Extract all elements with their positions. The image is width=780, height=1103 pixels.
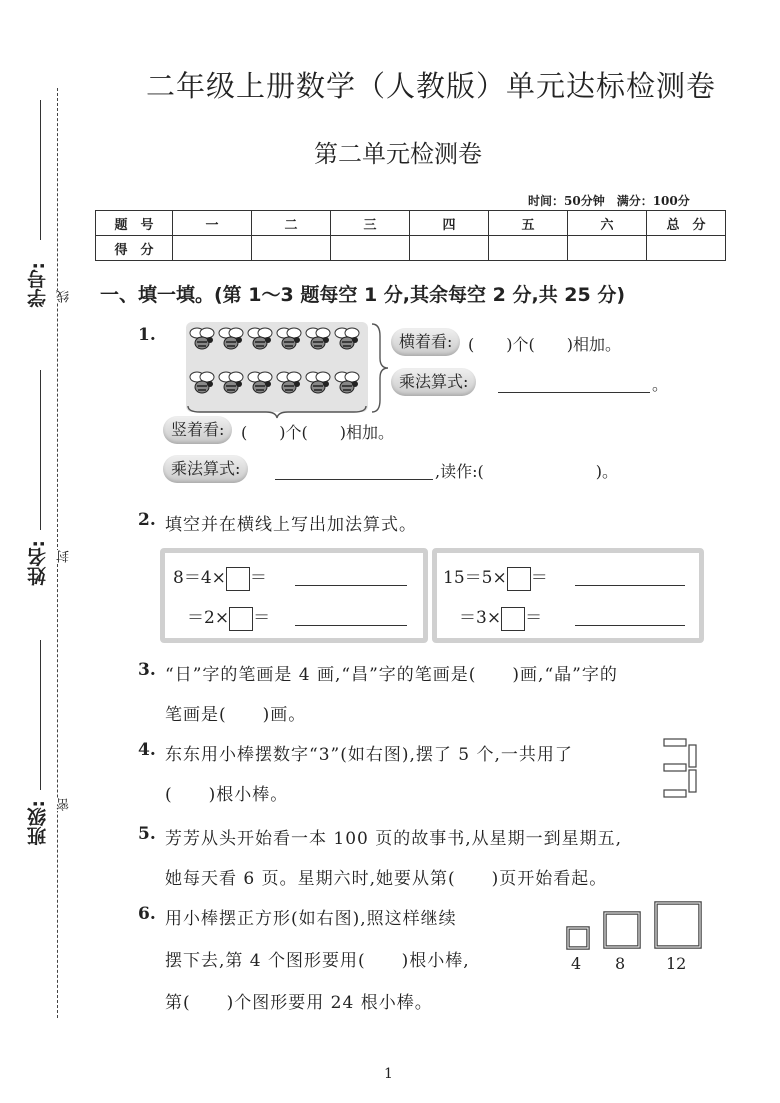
q2-right-r1-box[interactable] bbox=[507, 567, 531, 591]
q1-mult2-answer-line[interactable] bbox=[275, 479, 433, 480]
fig-label-3: 12 bbox=[666, 954, 687, 973]
bee-icon bbox=[248, 328, 272, 349]
score-table-cell: 五 bbox=[489, 211, 568, 236]
bee-icon bbox=[335, 372, 359, 393]
square-figures-icon bbox=[562, 900, 707, 952]
q2-right-r1-a: 15＝5× bbox=[443, 568, 507, 588]
q4-number: 4. bbox=[138, 740, 156, 760]
score-cell-3[interactable] bbox=[331, 236, 410, 261]
page-subtitle: 第二单元检测卷 bbox=[314, 140, 482, 168]
score-table-row-label: 得 分 bbox=[96, 236, 173, 261]
q2-left-r2-a: ＝2× bbox=[187, 608, 230, 628]
bee-icon bbox=[335, 328, 359, 349]
bee-icon bbox=[219, 328, 243, 349]
margin-secret-char: 密 bbox=[57, 798, 72, 811]
q2-right-row2 bbox=[459, 603, 542, 631]
q2-left-box bbox=[160, 548, 428, 643]
q1-vertical-text: ( )个( )相加。 bbox=[241, 423, 394, 442]
q2-number: 2. bbox=[138, 510, 156, 530]
q1-read-text: ,读作:( )。 bbox=[435, 462, 618, 481]
q2-text: 填空并在横线上写出加法算式。 bbox=[165, 515, 417, 535]
score-table-cell: 一 bbox=[173, 211, 252, 236]
score-cell-5[interactable] bbox=[489, 236, 568, 261]
q2-left-r2-box[interactable] bbox=[229, 607, 253, 631]
brace-icon bbox=[368, 322, 392, 414]
q2-right-r2-a: ＝3× bbox=[459, 608, 502, 628]
q2-right-r1-b: ＝ bbox=[530, 568, 548, 588]
score-table-cell: 总 分 bbox=[647, 211, 726, 236]
q1-number: 1. bbox=[138, 325, 156, 345]
student-no-line bbox=[40, 100, 41, 240]
q1-mult-pill: 乘法算式: bbox=[391, 368, 476, 396]
time-score-info: 时间：50分钟 满分：100分 bbox=[528, 194, 690, 208]
score-table bbox=[95, 210, 726, 261]
bee-icon bbox=[277, 328, 301, 349]
q2-right-row1 bbox=[443, 563, 548, 591]
score-table-cell: 二 bbox=[252, 211, 331, 236]
q2-right-r1-line[interactable] bbox=[575, 585, 685, 586]
class-label: 班级: bbox=[27, 800, 49, 846]
q2-right-r2-box[interactable] bbox=[501, 607, 525, 631]
q2-left-r2-line[interactable] bbox=[295, 625, 407, 626]
bees-picture bbox=[186, 322, 368, 412]
q2-right-r2-b: ＝ bbox=[525, 608, 543, 628]
bee-icon bbox=[306, 372, 330, 393]
bee-icon bbox=[248, 372, 272, 393]
q2-left-r1-box[interactable] bbox=[226, 567, 250, 591]
score-cell-1[interactable] bbox=[173, 236, 252, 261]
score-cell-6[interactable] bbox=[568, 236, 647, 261]
score-cell-2[interactable] bbox=[252, 236, 331, 261]
q2-left-r1-b: ＝ bbox=[249, 568, 267, 588]
q3-line1: “日”字的笔画是 4 画,“昌”字的笔画是( )画,“晶”字的 bbox=[165, 665, 618, 685]
q1-vertical-pill: 竖着看: bbox=[163, 416, 232, 444]
fig-label-2: 8 bbox=[615, 954, 626, 973]
score-table-header-row bbox=[96, 211, 726, 236]
q1-mult-answer-line[interactable] bbox=[498, 392, 650, 393]
q6-number: 6. bbox=[138, 904, 156, 924]
page-number: 1 bbox=[384, 1066, 393, 1082]
q6-line2: 摆下去,第 4 个图形要用( )根小棒, bbox=[165, 951, 470, 971]
section1-heading: 一、填一填。(第 1～3 题每空 1 分,其余每空 2 分,共 25 分) bbox=[100, 284, 626, 306]
q1-mult-end: 。 bbox=[652, 375, 669, 394]
fig-label-1: 4 bbox=[571, 954, 582, 973]
q4-line1: 东东用小棒摆数字“3”(如右图),摆了 5 个,一共用了 bbox=[165, 745, 573, 765]
name-line bbox=[40, 370, 41, 530]
q1-horizontal-pill: 横着看: bbox=[391, 328, 460, 356]
q2-left-r1-a: 8＝4× bbox=[173, 568, 226, 588]
score-cell-total[interactable] bbox=[647, 236, 726, 261]
q4-line2: ( )根小棒。 bbox=[165, 785, 289, 805]
q3-line2: 笔画是( )画。 bbox=[165, 705, 307, 725]
q2-left-r1-line[interactable] bbox=[295, 585, 407, 586]
score-table-cell: 四 bbox=[410, 211, 489, 236]
q2-left-row2 bbox=[187, 603, 270, 631]
q6-line1: 用小棒摆正方形(如右图),照这样继续 bbox=[165, 909, 457, 929]
q6-line3: 第( )个图形要用 24 根小棒。 bbox=[165, 993, 433, 1013]
class-line bbox=[40, 640, 41, 790]
score-table-cell: 三 bbox=[331, 211, 410, 236]
q2-right-box bbox=[432, 548, 704, 643]
q1-horizontal-text: ( )个( )相加。 bbox=[468, 335, 621, 354]
score-table-cell: 题 号 bbox=[96, 211, 173, 236]
q1-mult2-pill: 乘法算式: bbox=[163, 455, 248, 483]
q2-right-r2-line[interactable] bbox=[575, 625, 685, 626]
page-title: 二年级上册数学（人教版）单元达标检测卷 bbox=[146, 69, 717, 103]
q5-number: 5. bbox=[138, 824, 156, 844]
bee-icon bbox=[190, 372, 214, 393]
bees-illustration bbox=[186, 322, 368, 412]
margin-seal-char: 封 bbox=[57, 550, 72, 563]
bee-icon bbox=[306, 328, 330, 349]
student-no-label: 学号: bbox=[27, 262, 49, 308]
score-cell-4[interactable] bbox=[410, 236, 489, 261]
q2-left-r2-b: ＝ bbox=[253, 608, 271, 628]
q3-number: 3. bbox=[138, 660, 156, 680]
q2-left-row1 bbox=[173, 563, 267, 591]
score-table-cell: 六 bbox=[568, 211, 647, 236]
name-label: 姓名: bbox=[27, 540, 49, 586]
score-table-score-row bbox=[96, 236, 726, 261]
bee-icon bbox=[277, 372, 301, 393]
margin-line-char: 线 bbox=[57, 290, 72, 303]
q5-line1: 芳芳从头开始看一本 100 页的故事书,从星期一到星期五, bbox=[165, 829, 623, 849]
bee-icon bbox=[219, 372, 243, 393]
bee-icon bbox=[190, 328, 214, 349]
q5-line2: 她每天看 6 页。星期六时,她要从第( )页开始看起。 bbox=[165, 869, 608, 889]
stick-three-icon bbox=[662, 737, 702, 801]
